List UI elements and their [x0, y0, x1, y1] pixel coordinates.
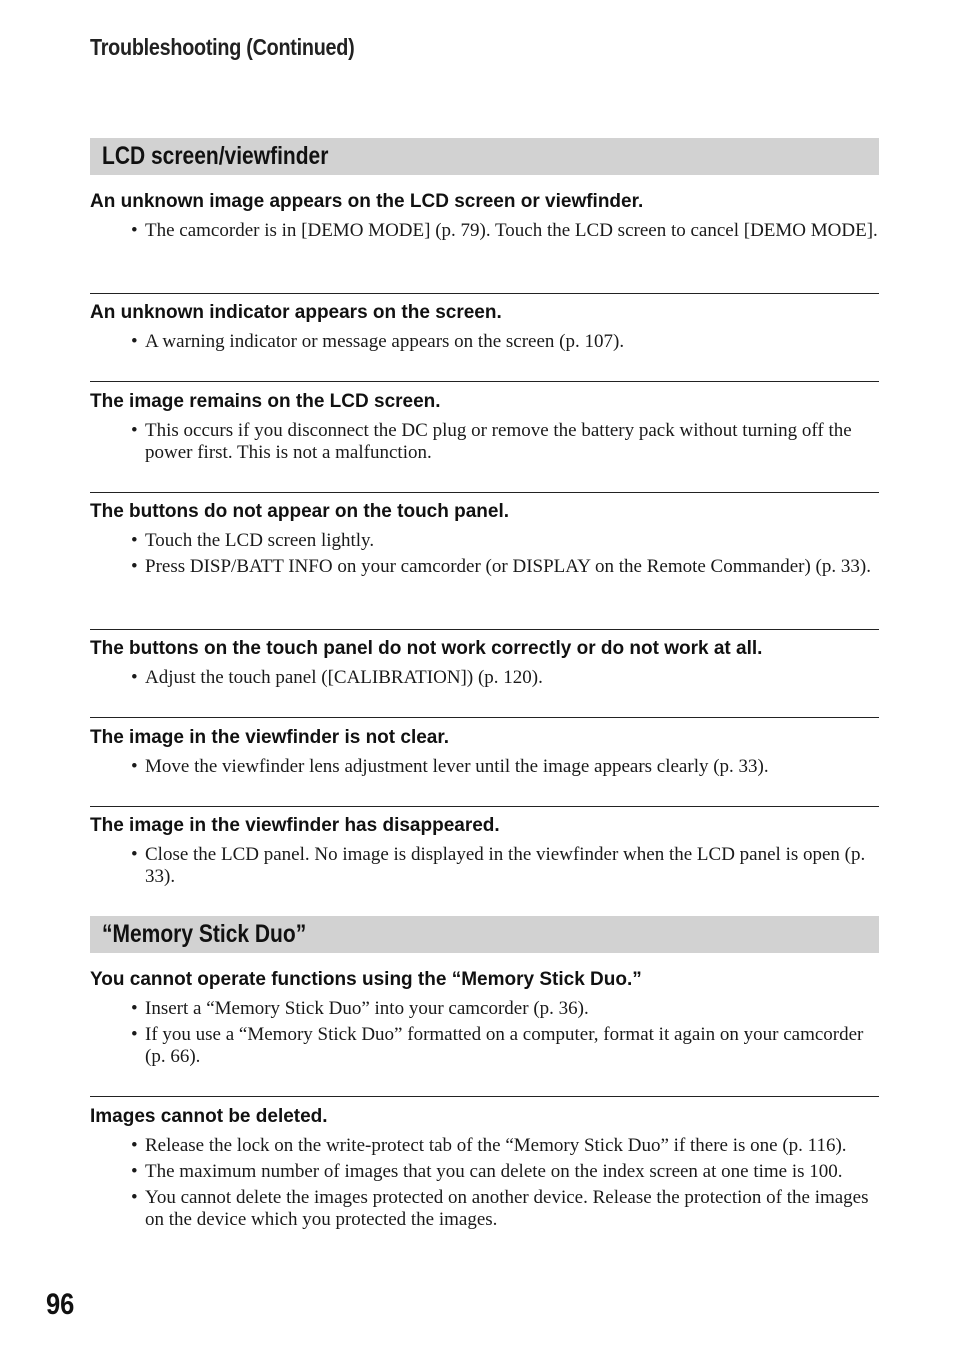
divider — [90, 1096, 879, 1097]
faq-answer-text: Press DISP/BATT INFO on your camcorder (or DISPLAY on the Remote Commander) (p. 33). — [145, 556, 871, 577]
divider — [90, 293, 879, 294]
faq-answer — [90, 667, 879, 689]
divider — [90, 717, 879, 718]
running-head: Troubleshooting (Continued) — [90, 34, 355, 60]
faq-answers — [90, 220, 879, 242]
faq-answer — [90, 530, 879, 552]
bullet: • — [131, 530, 138, 551]
bullet: • — [131, 556, 138, 577]
bullet: • — [131, 756, 138, 777]
faq-answer-text: Release the lock on the write-protect tab of the “Memory Stick Duo” if there is one (p. 116). — [145, 1135, 847, 1156]
faq-question: The image in the viewfinder has disappeared. — [90, 815, 500, 836]
faq-answer-text: Insert a “Memory Stick Duo” into your camcorder (p. 36). — [145, 998, 589, 1019]
bullet: • — [131, 667, 138, 688]
faq-entry — [90, 190, 879, 246]
divider — [90, 629, 879, 630]
divider — [90, 806, 879, 807]
faq-question: An unknown image appears on the LCD screen or viewfinder. — [90, 191, 644, 212]
faq-answer — [90, 998, 879, 1020]
faq-entry — [90, 1105, 879, 1235]
faq-answers — [90, 844, 879, 888]
faq-question: The image in the viewfinder is not clear. — [90, 727, 449, 748]
faq-answer — [90, 1161, 879, 1183]
faq-answer — [90, 220, 879, 242]
divider — [90, 492, 879, 493]
faq-answer — [90, 1187, 879, 1231]
faq-question: An unknown indicator appears on the screen. — [90, 302, 502, 323]
faq-answer-text: Adjust the touch panel ([CALIBRATION]) (p. 120). — [145, 667, 543, 688]
section-title: “Memory Stick Duo” — [102, 920, 307, 948]
bullet: • — [131, 1024, 138, 1045]
section-header-lcd — [90, 138, 879, 175]
faq-question: The buttons do not appear on the touch panel. — [90, 501, 510, 522]
faq-answers — [90, 420, 879, 464]
faq-question: Images cannot be deleted. — [90, 1106, 328, 1127]
faq-answer-text: You cannot delete the images protected on another device. Release the protection of the images on the device which you protected the images. — [145, 1187, 869, 1230]
faq-answer-text: Move the viewfinder lens adjustment lever until the image appears clearly (p. 33). — [145, 756, 769, 777]
faq-answer-text: If you use a “Memory Stick Duo” formatted on a computer, format it again on your camcorder (p. 66). — [145, 1024, 864, 1067]
divider — [90, 381, 879, 382]
faq-answers — [90, 331, 879, 353]
section-title: LCD screen/viewfinder — [102, 142, 329, 170]
faq-answer-text: This occurs if you disconnect the DC plug or remove the battery pack without turning off the power first. This is not a malfunction. — [145, 420, 852, 463]
page-number: 96 — [46, 1288, 75, 1321]
faq-answer-text: A warning indicator or message appears on the screen (p. 107). — [145, 331, 625, 352]
faq-answer-text: The camcorder is in [DEMO MODE] (p. 79). Touch the LCD screen to cancel [DEMO MODE]. — [145, 220, 878, 241]
faq-answer — [90, 1024, 879, 1068]
bullet: • — [131, 1187, 138, 1208]
faq-answer-text: The maximum number of images that you can delete on the index screen at one time is 100. — [145, 1161, 843, 1182]
faq-answer — [90, 331, 879, 353]
faq-answer — [90, 844, 879, 888]
bullet: • — [131, 1161, 138, 1182]
bullet: • — [131, 998, 138, 1019]
faq-answers — [90, 1135, 879, 1231]
faq-answers — [90, 998, 879, 1068]
faq-question: The image remains on the LCD screen. — [90, 391, 441, 412]
section-header-memory-stick — [90, 916, 879, 953]
faq-answers — [90, 667, 879, 689]
faq-answer — [90, 556, 879, 578]
faq-entry — [90, 500, 879, 582]
faq-answer — [90, 1135, 879, 1157]
bullet: • — [131, 331, 138, 352]
faq-answers — [90, 530, 879, 578]
faq-entry — [90, 814, 879, 892]
faq-answer — [90, 756, 879, 778]
faq-answers — [90, 756, 879, 778]
faq-entry — [90, 390, 879, 468]
faq-question: The buttons on the touch panel do not work correctly or do not work at all. — [90, 638, 763, 659]
bullet: • — [131, 1135, 138, 1156]
bullet: • — [131, 420, 138, 441]
faq-answer-text: Touch the LCD screen lightly. — [145, 530, 375, 551]
faq-question: You cannot operate functions using the “Memory Stick Duo.” — [90, 969, 642, 990]
faq-entry — [90, 968, 879, 1072]
faq-answer — [90, 420, 879, 464]
faq-entry — [90, 301, 879, 357]
faq-entry — [90, 637, 879, 693]
faq-entry — [90, 726, 879, 782]
faq-answer-text: Close the LCD panel. No image is displayed in the viewfinder when the LCD panel is open (p. 33). — [145, 844, 866, 887]
bullet: • — [131, 844, 138, 865]
bullet: • — [131, 220, 138, 241]
